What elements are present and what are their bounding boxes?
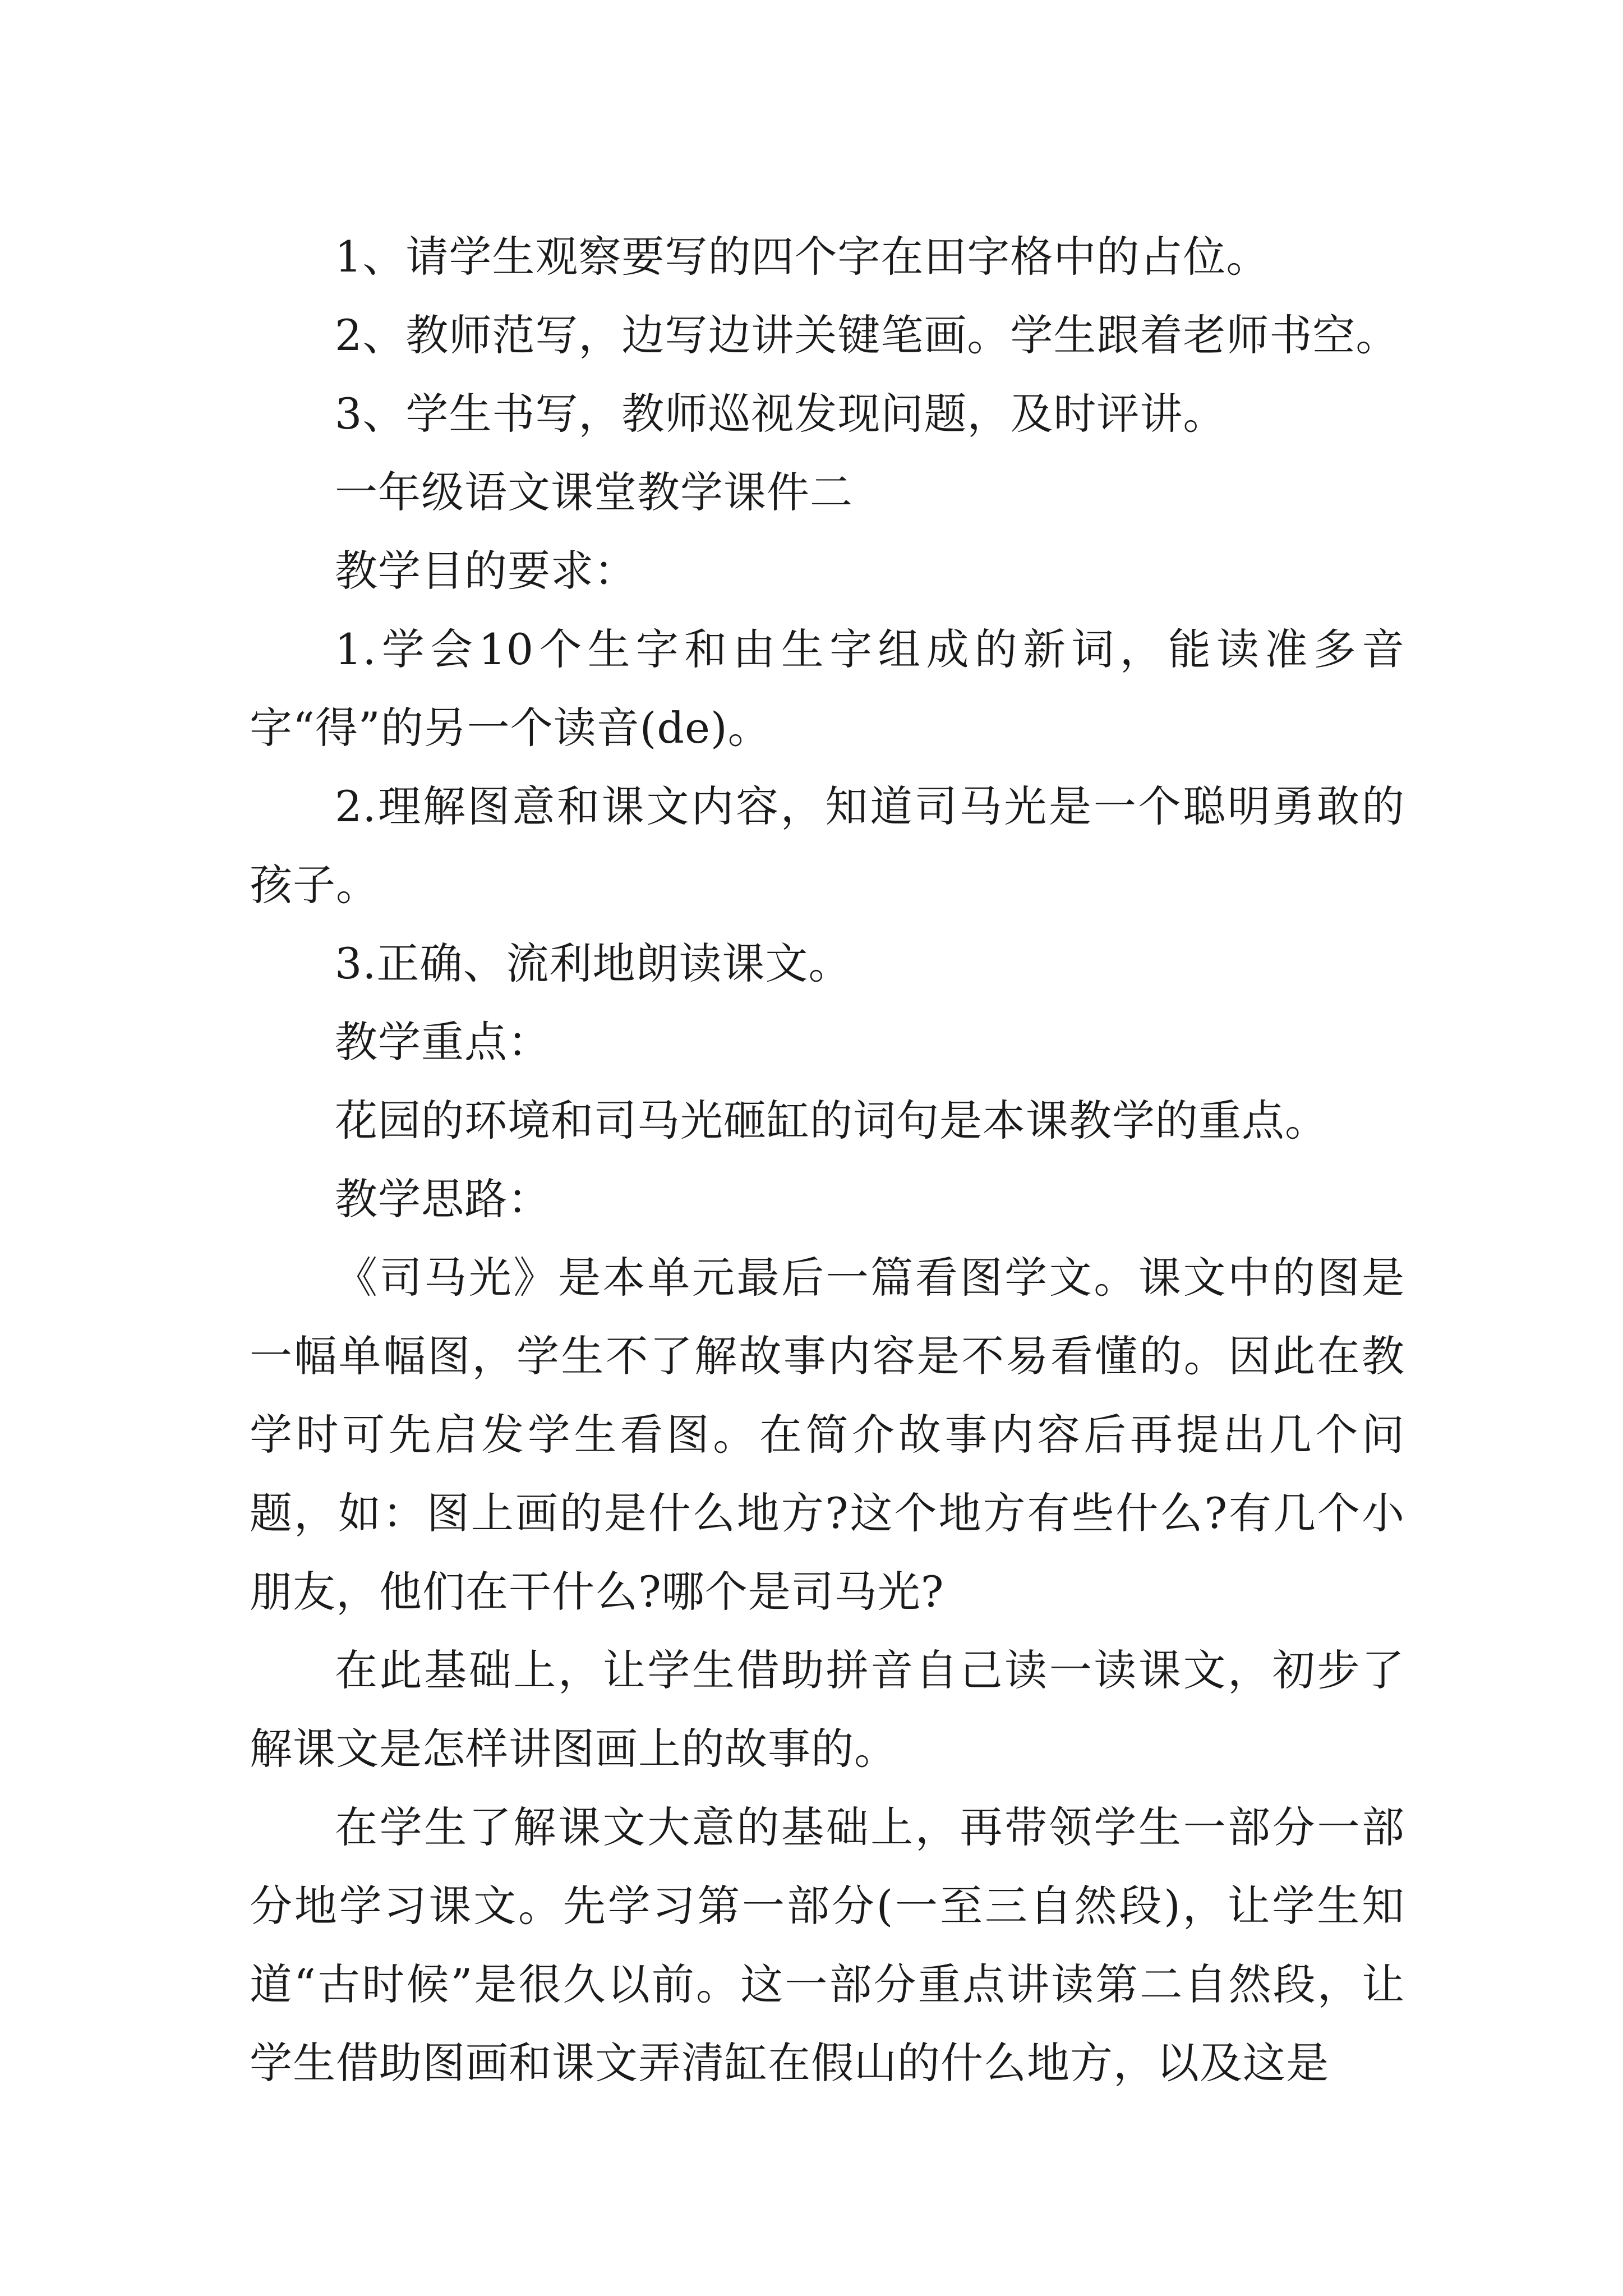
heading-teaching-approach: 教学思路： <box>335 1174 551 1224</box>
document-body <box>250 218 1405 2102</box>
approach-paragraph-3: 在学生了解课文大意的基础上，再带领学生一部分一部分地学习课文。先学习第一部分(一至三自然段)，让学生知道“古时候”是很久以前。这一部分重点讲读第二自然段，让学生借助图画和课文弄清缸在假山的什么地方，以及这是 <box>250 1802 1405 2088</box>
key-points-text: 花园的环境和司马光砸缸的词句是本课教学的重点。 <box>335 1096 1328 1145</box>
objective-1: 1.学会10个生字和由生字组成的新词，能读准多音字“得”的另一个读音(de)。 <box>250 624 1405 753</box>
heading-key-points: 教学重点： <box>335 1017 551 1067</box>
paragraph-step-1: 1、请学生观察要写的四个字在田字格中的占位。 <box>335 232 1270 282</box>
approach-paragraph-1: 《司马光》是本单元最后一篇看图学文。课文中的图是一幅单幅图，学生不了解故事内容是不易看懂的。因此在教学时可先启发学生看图。在简介故事内容后再提出几个问题，如：图上画的是什么地方?这个地方有些什么?有几个小朋友，他们在干什么?哪个是司马光? <box>250 1253 1405 1617</box>
paragraph-step-3: 3、学生书写，教师巡视发现问题，及时评讲。 <box>335 389 1227 439</box>
paragraph-step-2: 2、教师范写，边写边讲关键笔画。学生跟着老师书空。 <box>335 310 1399 360</box>
objective-2: 2.理解图意和课文内容，知道司马光是一个聪明勇敢的孩子。 <box>250 781 1405 910</box>
section-title: 一年级语文课堂教学课件二 <box>335 467 853 517</box>
approach-paragraph-2: 在此基础上，让学生借助拼音自己读一读课文，初步了解课文是怎样讲图画上的故事的。 <box>250 1645 1405 1774</box>
heading-objectives: 教学目的要求： <box>335 546 637 596</box>
objective-3: 3.正确、流利地朗读课文。 <box>335 938 852 988</box>
